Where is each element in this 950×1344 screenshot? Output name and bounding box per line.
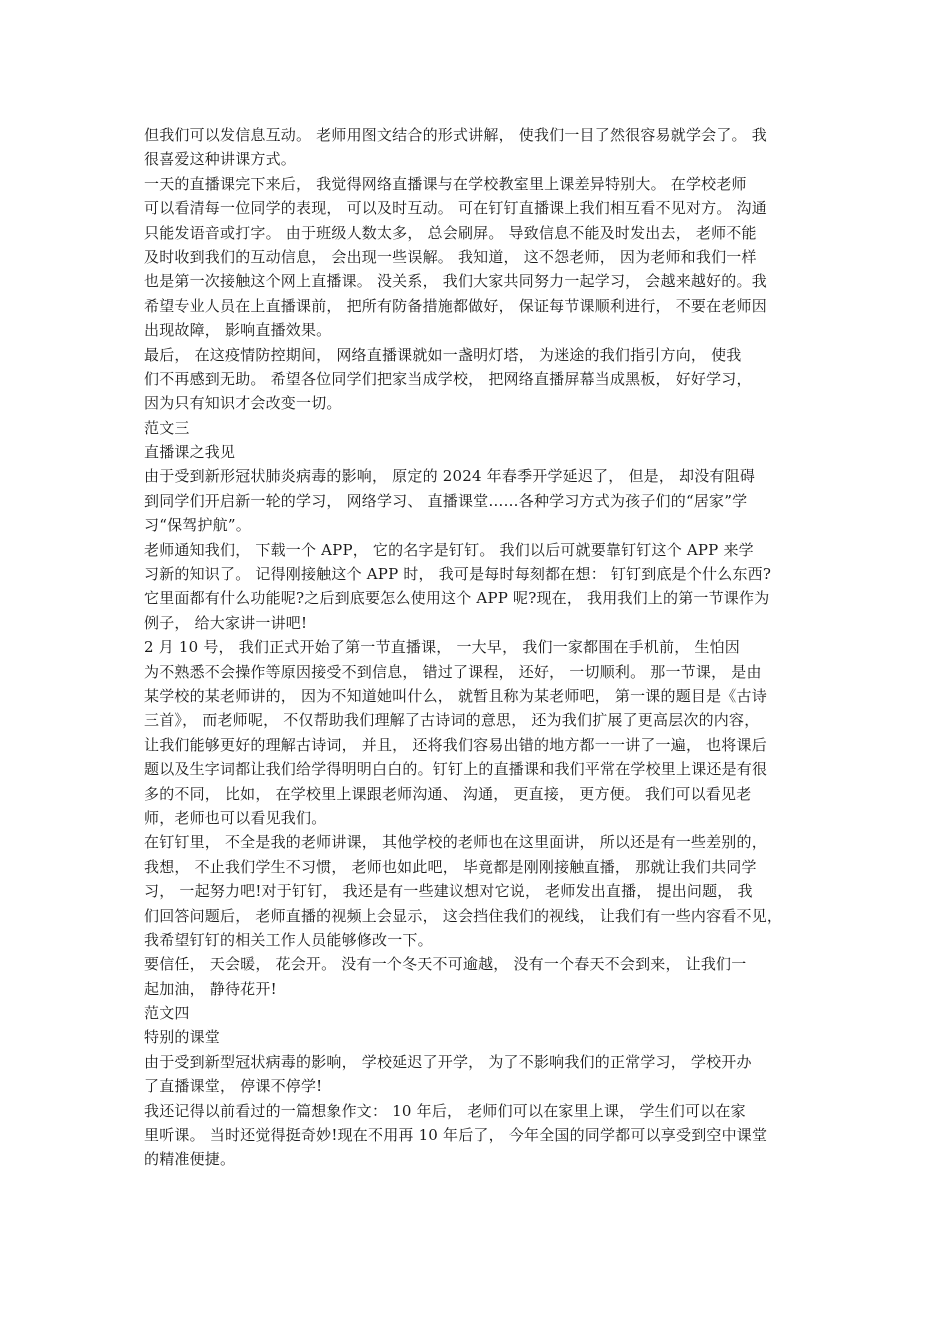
paragraph-p1 [144, 123, 814, 172]
paragraph-p10 [144, 1099, 814, 1172]
text-line: 要信任， 天会暖， 花会开。 没有一个冬天不可逾越， 没有一个春天不会到来， 让我们一 [144, 955, 747, 974]
text-line: 习， 一起努力吧!对于钉钉， 我还是有一些建议想对它说， 老师发出直播， 提出问题， 我 [144, 882, 753, 901]
text-line: 很喜爱这种讲课方式。 [144, 150, 297, 169]
text-line: 也是第一次接触这个网上直播课。 没关系， 我们大家共同努力一起学习， 会越来越好的。我 [144, 272, 767, 291]
text-line: 我希望钉钉的相关工作人员能够修改一下。 [144, 930, 433, 949]
paragraph-p5 [144, 538, 814, 636]
text-line: 题以及生字词都让我们给学得明明白白的。钉钉上的直播课和我们平常在学校里上课还是有很 [144, 760, 768, 779]
text-line: 范文四 [144, 1004, 190, 1023]
text-line: 只能发语音或打字。 由于班级人数太多， 总会刷屏。 导致信息不能及时发出去， 老师不能 [144, 223, 757, 242]
text-line: 里听课。 当时还觉得挺奇妙!现在不用再 10 年后了， 今年全国的同学都可以享受到空中课堂 [144, 1126, 768, 1145]
text-line: 范文三 [144, 418, 190, 437]
text-line: 了直播课堂， 停课不停学! [144, 1077, 323, 1096]
text-line: 直播课之我见 [144, 443, 236, 462]
text-line: 为不熟悉不会操作等原因接受不到信息， 错过了课程， 还好， 一切顺利。 那一节课， 是由 [144, 662, 762, 681]
text-line: 我还记得以前看过的一篇想象作文： 10 年后， 老师们可以在家里上课， 学生们可以在家 [144, 1101, 746, 1120]
text-line: 起加油， 静待花开! [144, 979, 277, 998]
paragraph-p4 [144, 464, 814, 537]
paragraph-p8 [144, 952, 814, 1001]
paragraph-p7 [144, 830, 814, 952]
text-line: 某学校的某老师讲的， 因为不知道她叫什么， 就暂且称为某老师吧， 第一课的题目是《古诗 [144, 686, 767, 705]
section-heading-h1 [144, 416, 814, 440]
text-line: 多的不同， 比如， 在学校里上课跟老师沟通、 沟通， 更直接， 更方便。 我们可以看见老 [144, 784, 752, 803]
section-heading-h4 [144, 1025, 814, 1049]
section-heading-h2 [144, 440, 814, 464]
text-line: 的精准便捷。 [144, 1150, 236, 1169]
paragraph-p2 [144, 172, 814, 343]
text-line: 但我们可以发信息互动。 老师用图文结合的形式讲解， 使我们一目了然很容易就学会了。 我 [144, 126, 767, 144]
text-line: 特别的课堂 [144, 1028, 221, 1047]
text-line: 因为只有知识才会改变一切。 [144, 394, 342, 413]
text-line: 例子， 给大家讲一讲吧! [144, 613, 308, 632]
text-line: 希望专业人员在上直播课前， 把所有防备措施都做好， 保证每节课顺利进行， 不要在老师因 [144, 296, 767, 315]
text-line: 及时收到我们的互动信息， 会出现一些误解。 我知道， 这不怨老师， 因为老师和我们一样 [144, 247, 757, 266]
text-line: 们回答问题后， 老师直播的视频上会显示， 这会挡住我们的视线， 让我们有一些内容看不见， [144, 906, 783, 925]
text-line: 习新的知识了。 记得刚接触这个 APP 时， 我可是每时每刻都在想： 钉钉到底是个什么东西? [144, 565, 772, 584]
text-line: 最后， 在这疫情防控期间， 网络直播课就如一盏明灯塔， 为迷途的我们指引方向， 使我 [144, 345, 742, 364]
text-line: 在钉钉里， 不全是我的老师讲课， 其他学校的老师也在这里面讲， 所以还是有一些差别的， [144, 833, 767, 852]
text-line: 出现故障， 影响直播效果。 [144, 321, 332, 340]
text-line: 我想， 不止我们学生不习惯， 老师也如此吧， 毕竟都是刚刚接触直播， 那就让我们共同学 [144, 857, 757, 876]
text-line: 到同学们开启新一轮的学习， 网络学习、 直播课堂……各种学习方式为孩子们的“居家”学 [144, 491, 748, 510]
text-line: 们不再感到无助。 希望各位同学们把家当成学校， 把网络直播屏幕当成黑板， 好好学习， [144, 369, 752, 388]
section-heading-h3 [144, 1001, 814, 1025]
text-line: 它里面都有什么功能呢?之后到底要怎么使用这个 APP 呢?现在， 我用我们上的第一节课作为 [144, 589, 770, 608]
text-line: 老师通知我们， 下载一个 APP， 它的名字是钉钉。 我们以后可就要靠钉钉这个 APP 来学 [144, 540, 754, 559]
text-line: 一天的直播课完下来后， 我觉得网络直播课与在学校教室里上课差异特别大。 在学校老师 [144, 174, 747, 193]
paragraph-p9 [144, 1050, 814, 1099]
paragraph-p6 [144, 635, 814, 830]
text-line: 可以看清每一位同学的表现， 可以及时互动。 可在钉钉直播课上我们相互看不见对方。 沟通 [144, 199, 767, 218]
document-page [144, 123, 814, 1172]
text-line: 由于受到新型冠状病毒的影响， 学校延迟了开学， 为了不影响我们的正常学习， 学校开办 [144, 1052, 752, 1071]
text-line: 2 月 10 号， 我们正式开始了第一节直播课， 一大早， 我们一家都围在手机前， 生怕因 [144, 638, 741, 657]
paragraph-p3 [144, 343, 814, 416]
text-line: 由于受到新形冠状肺炎病毒的影响， 原定的 2024 年春季开学延迟了， 但是， 却没有阻碍 [144, 467, 756, 486]
text-line: 师，老师也可以看见我们。 [144, 808, 327, 827]
text-line: 让我们能够更好的理解古诗词， 并且， 还将我们容易出错的地方都一一讲了一遍， 也将课后 [144, 735, 767, 754]
text-line: 习“保驾护航”。 [144, 516, 251, 535]
text-line: 三首》， 而老师呢， 不仅帮助我们理解了古诗词的意思， 还为我们扩展了更高层次的内容， [144, 711, 760, 730]
